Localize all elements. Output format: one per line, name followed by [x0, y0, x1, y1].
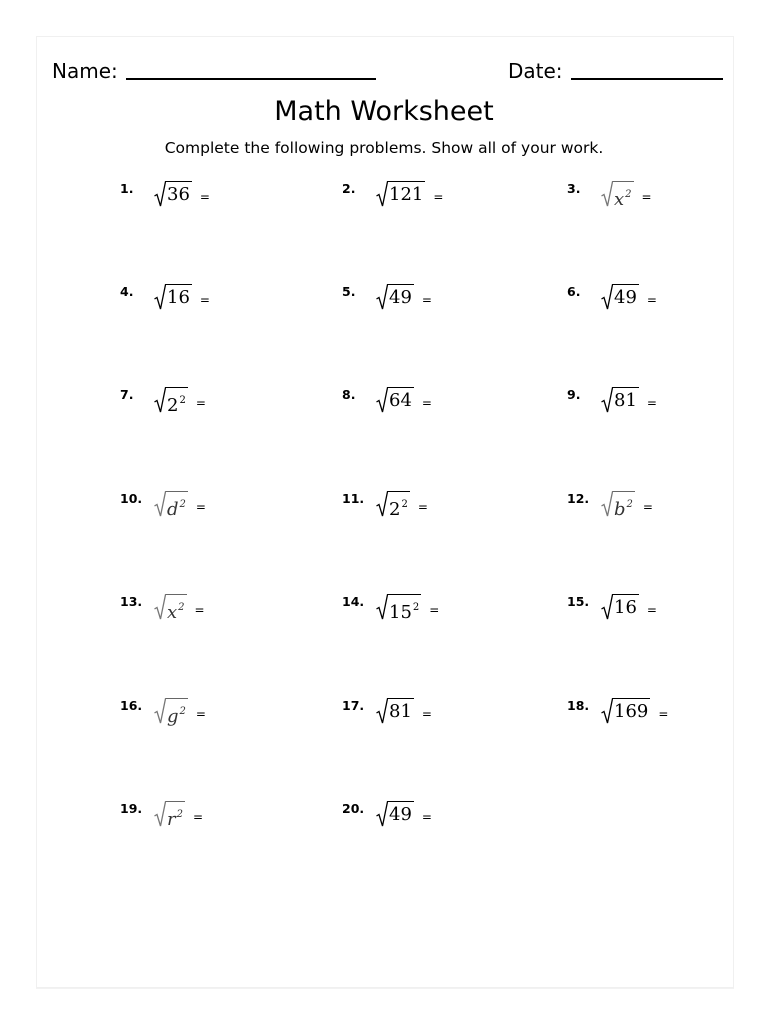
radicand-base: b	[614, 498, 626, 520]
problem-number: 4.	[120, 283, 134, 299]
radicand-base: 2	[167, 394, 179, 416]
radicand	[166, 387, 188, 414]
problem-number: 9.	[567, 386, 581, 402]
problem-number: 2.	[342, 180, 356, 196]
problem-item	[120, 277, 210, 317]
radicand	[166, 284, 192, 311]
radicand-base: 36	[167, 183, 190, 205]
radicand	[613, 387, 639, 414]
radicand-exponent: 2	[176, 808, 183, 820]
square-root-expression	[601, 387, 639, 414]
problem-number: 17.	[342, 697, 365, 713]
problem-item	[120, 484, 206, 524]
instructions-text: Complete the following problems. Show all of your work.	[164, 139, 604, 157]
problem-item	[567, 484, 653, 524]
equals-sign: =	[421, 293, 432, 307]
radicand	[613, 491, 635, 518]
square-root-expression	[376, 387, 414, 414]
square-root-expression	[154, 594, 187, 621]
problem-number: 3.	[567, 180, 581, 196]
problem-number: 15.	[567, 593, 590, 609]
radicand	[388, 284, 414, 311]
date-field	[508, 58, 723, 84]
problem-item	[342, 794, 432, 834]
worksheet-title: Math Worksheet	[274, 96, 494, 127]
equals-sign: =	[433, 190, 444, 204]
problem-number: 10.	[120, 490, 143, 506]
radicand	[388, 594, 421, 621]
problem-item	[342, 484, 428, 524]
problem-number: 18.	[567, 697, 590, 713]
square-root-expression	[376, 181, 425, 208]
square-root-expression	[376, 801, 414, 828]
radicand-base: r	[167, 808, 176, 830]
radical-sign-icon	[154, 801, 166, 827]
page-bottom-border	[36, 988, 734, 989]
square-root-expression	[601, 181, 634, 208]
problem-number: 12.	[567, 490, 590, 506]
equals-sign: =	[192, 810, 204, 824]
problem-item	[120, 380, 206, 420]
equals-sign: =	[195, 396, 206, 410]
radical-sign-icon	[376, 594, 388, 620]
radicand-base: 121	[389, 183, 424, 205]
radicand	[388, 491, 410, 518]
radicand-base: 2	[389, 498, 401, 520]
problem-item	[120, 794, 203, 834]
radical-sign-icon	[376, 801, 388, 827]
radicand-base: 81	[389, 700, 412, 722]
square-root-expression	[601, 698, 650, 725]
problem-item	[342, 277, 432, 317]
date-blank-line	[571, 58, 723, 80]
radical-sign-icon	[601, 594, 613, 620]
equals-sign: =	[421, 707, 432, 721]
equals-sign: =	[429, 603, 440, 617]
equals-sign: =	[646, 293, 657, 307]
square-root-expression	[154, 387, 188, 414]
radicand-exponent: 2	[178, 601, 185, 613]
square-root-expression	[154, 491, 188, 518]
radicand	[388, 181, 425, 208]
problem-number: 14.	[342, 593, 365, 609]
problem-number: 1.	[120, 180, 134, 196]
radical-sign-icon	[154, 698, 166, 724]
header-row	[52, 58, 720, 88]
equals-sign: =	[194, 603, 205, 617]
equals-sign: =	[421, 396, 432, 410]
equals-sign: =	[646, 396, 657, 410]
problem-number: 19.	[120, 800, 143, 816]
name-blank-line	[126, 58, 376, 80]
radicand	[166, 698, 188, 725]
radical-sign-icon	[601, 698, 613, 724]
square-root-expression	[376, 594, 421, 621]
radicand	[166, 594, 187, 621]
radical-sign-icon	[154, 491, 166, 517]
radical-sign-icon	[154, 387, 166, 413]
radicand-base: x	[614, 188, 625, 210]
equals-sign: =	[641, 190, 652, 204]
square-root-expression	[154, 284, 192, 311]
radical-sign-icon	[601, 181, 613, 207]
radical-sign-icon	[376, 387, 388, 413]
radicand-exponent: 2	[401, 498, 408, 510]
equals-sign: =	[646, 603, 657, 617]
radicand-exponent: 2	[412, 601, 420, 613]
radical-sign-icon	[376, 284, 388, 310]
problem-number: 20.	[342, 800, 365, 816]
radicand	[613, 698, 650, 725]
square-root-expression	[601, 594, 639, 621]
problem-number: 13.	[120, 593, 143, 609]
problem-number: 16.	[120, 697, 143, 713]
radicand	[613, 594, 639, 621]
name-label: Name:	[52, 59, 118, 83]
square-root-expression	[601, 491, 635, 518]
square-root-expression	[154, 698, 188, 725]
radicand-base: 15	[389, 601, 412, 623]
problem-item	[342, 174, 443, 214]
equals-sign: =	[199, 293, 210, 307]
radical-sign-icon	[154, 284, 166, 310]
radicand-exponent: 2	[179, 394, 186, 406]
problem-item	[120, 174, 210, 214]
radicand-base: 81	[614, 389, 637, 411]
radicand	[388, 801, 414, 828]
radicand-exponent: 2	[179, 705, 186, 717]
problem-item	[342, 587, 439, 627]
radicand-base: 49	[614, 286, 637, 308]
problem-item	[120, 691, 206, 731]
radical-sign-icon	[376, 181, 388, 207]
equals-sign: =	[642, 500, 653, 514]
problem-item	[567, 691, 668, 731]
problem-number: 8.	[342, 386, 356, 402]
radicand-base: d	[167, 498, 179, 520]
radicand-base: 16	[614, 596, 637, 618]
radicand	[613, 284, 639, 311]
problem-item	[120, 587, 205, 627]
problem-item	[342, 380, 432, 420]
radicand-base: g	[167, 705, 179, 727]
date-label: Date:	[508, 59, 563, 83]
radicand-base: 64	[389, 389, 412, 411]
square-root-expression	[376, 284, 414, 311]
name-field	[52, 58, 376, 84]
radical-sign-icon	[601, 387, 613, 413]
problem-item	[567, 587, 657, 627]
radicand-base: 16	[167, 286, 190, 308]
radicand	[166, 801, 185, 828]
radicand	[166, 491, 188, 518]
radicand	[613, 181, 634, 208]
radicand-base: x	[167, 601, 178, 623]
equals-sign: =	[421, 810, 432, 824]
problem-item	[567, 277, 657, 317]
problem-item	[567, 380, 657, 420]
equals-sign: =	[195, 707, 206, 721]
square-root-expression	[376, 491, 410, 518]
radicand-base: 169	[614, 700, 649, 722]
radicand	[166, 181, 192, 208]
equals-sign: =	[199, 190, 210, 204]
radicand	[388, 387, 414, 414]
radicand	[388, 698, 414, 725]
radical-sign-icon	[154, 181, 166, 207]
problem-number: 7.	[120, 386, 134, 402]
radicand-base: 49	[389, 286, 412, 308]
problem-item	[342, 691, 432, 731]
radicand-exponent: 2	[625, 188, 632, 200]
problem-number: 5.	[342, 283, 356, 299]
radicand-base: 49	[389, 803, 412, 825]
problem-number: 11.	[342, 490, 365, 506]
problem-item	[567, 174, 652, 214]
radical-sign-icon	[154, 594, 166, 620]
radical-sign-icon	[601, 284, 613, 310]
equals-sign: =	[658, 707, 669, 721]
square-root-expression	[376, 698, 414, 725]
radicand-exponent: 2	[179, 498, 186, 510]
equals-sign: =	[417, 500, 428, 514]
square-root-expression	[154, 801, 185, 828]
radicand-exponent: 2	[626, 498, 633, 510]
radical-sign-icon	[601, 491, 613, 517]
square-root-expression	[601, 284, 639, 311]
problem-number: 6.	[567, 283, 581, 299]
radical-sign-icon	[376, 698, 388, 724]
equals-sign: =	[195, 500, 206, 514]
square-root-expression	[154, 181, 192, 208]
radical-sign-icon	[376, 491, 388, 517]
